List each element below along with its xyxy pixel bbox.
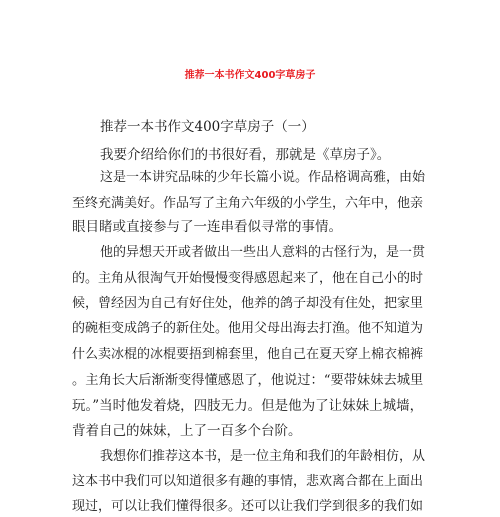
body-line: 候，曾经因为自己有好住处，他养的鸽子却没有住处，把家里 [72,296,424,311]
body-line: 的碗柜变成鸽子的新住处。他用父母出海去打渔。他不知道为 [72,321,424,336]
body-line: 。主角长大后渐渐变得懂感恩了，他说过：“要带妹妹去城里 [72,373,424,388]
body-line: 玩。”当时他发着烧，四肢无力。但是他为了让妹妹上城墙， [72,398,424,414]
body-line: 现过，可以让我们懂得很多。还可以让我们学到很多的我们如 [72,499,424,514]
body-line: 至终充满美好。作品写了主角六年级的小学生，六年中，他亲 [72,196,424,211]
body-line: 他的异想天开或者做出一些出人意料的古怪行为，是一贯 [100,245,426,260]
body-line: 推荐一本书作文400字草房子（一） [100,119,315,135]
body-line: 我要介绍给你们的书很好看，那就是《草房子》。 [100,147,391,163]
document-title: 推荐一本书作文400字草房子 [184,70,316,81]
body-line: 背着自己的妹妹，上了一百多个台阶。 [72,423,302,439]
body-line: 这本书中我们可以知道很多有趣的事情，悲欢离合都在上面出 [72,474,424,489]
body-line: 什么卖冰棍的冰棍要捂到棉套里，他自己在夏天穿上棉衣棉裤 [72,347,424,362]
body-line: 我想你们推荐这本书，是一位主角和我们的年龄相仿，从 [100,449,426,464]
body-line: 眼目睹或直接参与了一连串看似寻常的事情。 [72,219,342,235]
body-line: 这是一本讲究品味的少年长篇小说。作品格调高雅，由始 [100,170,426,185]
body-line: 的。主角从很淘气开始慢慢变得感恩起来了，他在自己小的时 [72,271,424,286]
